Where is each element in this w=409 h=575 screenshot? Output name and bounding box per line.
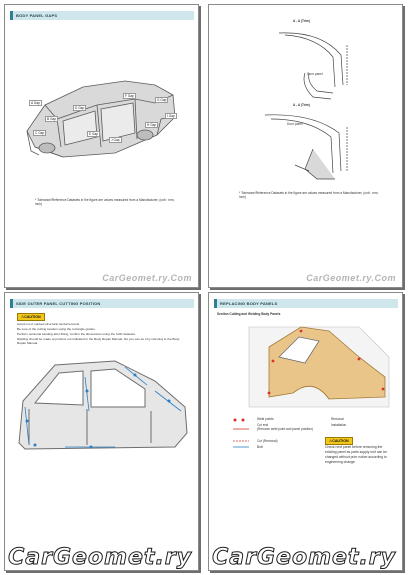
- section-title-b: A - A (Trim): [293, 103, 310, 107]
- gap-label: A Gap: [31, 101, 40, 105]
- section-a-drawing: [209, 25, 402, 105]
- bullet-item: Avoid cut of marked structural reinforcements.: [17, 322, 81, 326]
- gap-label: H Gap: [147, 123, 157, 127]
- legend-cut-end-note: (Remove weld point and panel position): [257, 427, 313, 431]
- legend-cut-end: Cut end: [257, 423, 269, 427]
- page-replacing-body-panels: [208, 292, 403, 571]
- bullet-item: Welding should be made at portions not indicated in the Body Repair Manual, but you can do it by referring to the Body Repair Manual.: [17, 337, 180, 345]
- gap-label: D Gap: [75, 106, 85, 110]
- gap-label: C Gap: [35, 131, 45, 135]
- section-subheader: Section Cutting and Welding Body Panels: [217, 312, 281, 316]
- section-header: BODY PANEL GAPS: [10, 11, 194, 20]
- quarter-panel-illustration: [209, 317, 402, 417]
- section-header: REPLACING BODY PANELS: [214, 299, 398, 308]
- page-side-outer-cutting: [4, 292, 199, 571]
- gap-label: J Gap: [111, 138, 120, 142]
- tolerance-note: * Tolerance/Reference Datasets in the figure are values measured from a Manufacturer, (unit : mm, inch): [35, 198, 175, 206]
- watermark: CarGeomet.ry: [212, 545, 396, 570]
- caution-badge: ⚠ CAUTION: [325, 437, 353, 445]
- bullet-item: Perform sectional sanding after fitting, confirm the dimensions using the CAD datasets.: [17, 332, 136, 336]
- gap-label: E Gap: [89, 132, 99, 136]
- door-panel-label: Door panel: [307, 72, 323, 76]
- caution-text: Check next panel before removing the existing panel as parts supply unit can be changed without prior notice according to engineering change.: [325, 445, 388, 464]
- legend-weld-points: Weld points: [257, 417, 274, 421]
- gap-label: I Gap: [167, 114, 175, 118]
- legend-weld-icon: [229, 415, 259, 455]
- watermark: CarGeomet.ry: [8, 545, 192, 570]
- section-header: SIDE OUTER PANEL CUTTING POSITION: [10, 299, 194, 308]
- door-panel-label: Door panel: [287, 122, 303, 126]
- gap-label: B Gap: [47, 117, 57, 121]
- side-outer-panel-illustration: [5, 351, 198, 471]
- gap-label: F Gap: [125, 94, 134, 98]
- bullet-item: Be sure of the cutting location using the rectangle guides.: [17, 327, 96, 331]
- page-body-panel-gaps: [4, 4, 199, 288]
- section-b-drawing: [209, 109, 402, 189]
- page-section-details: [208, 4, 403, 288]
- caution-badge: ⚠ CAUTION: [17, 313, 45, 321]
- legend-cut-removal: Cut (Removal): [257, 439, 278, 443]
- legend-removal: Removal: [331, 417, 344, 421]
- legend-installation: Installation: [331, 423, 347, 427]
- watermark: CarGeomet.ry.Com: [102, 273, 192, 283]
- gap-label: G Gap: [157, 98, 167, 102]
- section-title-a: A - A (Trim): [293, 19, 310, 23]
- tolerance-note: * Tolerance/Reference Datasets in the figure are values measured from a Manufacturer, (unit : mm, inch): [239, 191, 379, 199]
- watermark: CarGeomet.ry.Com: [306, 273, 396, 283]
- legend-butt: Butt: [257, 445, 263, 449]
